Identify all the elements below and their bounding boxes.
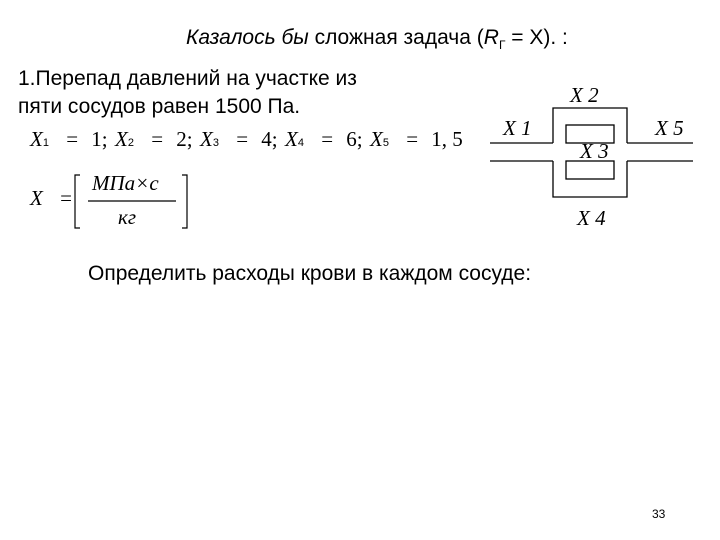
task-statement: Определить расходы крови в каждом сосуде: (88, 262, 532, 285)
diagram-label-x3: X 3 (580, 139, 609, 163)
diagram-label-x1: X 1 (503, 116, 532, 140)
unit-denominator: кг (118, 205, 137, 229)
value-x1: X1 = 1; (30, 127, 108, 151)
title-r-symbol: R (483, 26, 499, 49)
value-x5: X5 = 1, 5 (370, 127, 463, 151)
problem-line-1: 1.Перепад давлений на участке из (18, 67, 357, 90)
unit-numerator: МПа×с (92, 171, 159, 195)
value-x2: X2 = 2; (115, 127, 193, 151)
inner-upper-block (566, 125, 614, 143)
diagram-label-x2: X 2 (570, 83, 599, 107)
left-bracket (75, 175, 80, 228)
unit-lhs: X (30, 186, 43, 210)
title-italic: Казалось бы (186, 26, 309, 49)
diagram-label-x4: X 4 (577, 206, 606, 230)
title-text: сложная задача ( (308, 26, 484, 49)
title-r-subscript: Г (498, 38, 506, 53)
right-bracket (182, 175, 187, 228)
value-x3: X3 = 4; (200, 127, 278, 151)
page-number: 33 (652, 507, 666, 521)
vessel-diagram (490, 108, 693, 197)
diagram-label-x5: X 5 (655, 116, 684, 140)
value-x4: X4 = 6; (285, 127, 363, 151)
inner-lower-block (566, 161, 614, 179)
problem-line-2: пяти сосудов равен 1500 Па. (18, 95, 301, 118)
unit-equals: = (60, 186, 72, 210)
title-tail: = X). : (505, 26, 568, 49)
